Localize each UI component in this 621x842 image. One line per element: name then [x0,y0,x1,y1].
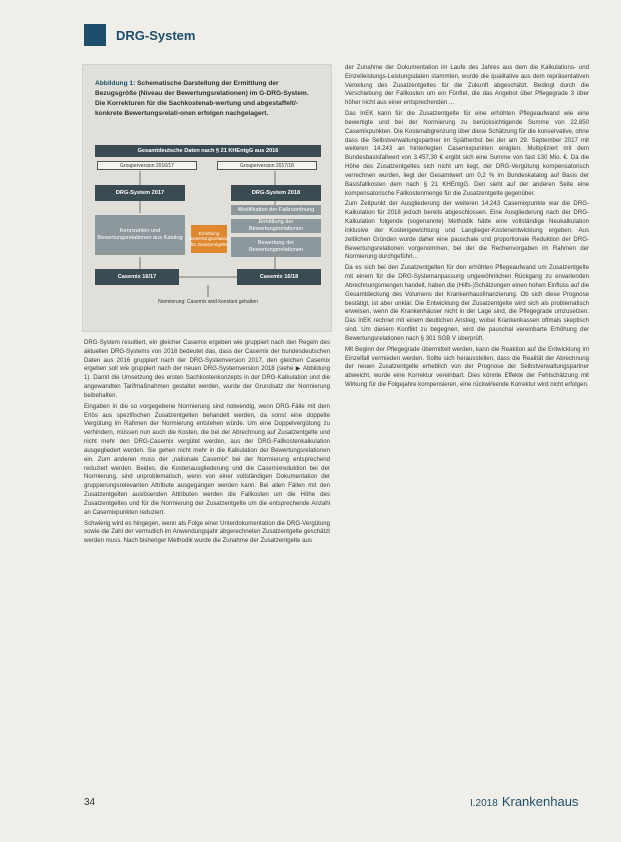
right-text-column [345,64,589,802]
magazine-logo: Krankenhaus [501,794,579,809]
modification-box: Modifikation der Fallzuordnung [231,205,321,215]
normalization-note: Normierung: Casemix wird konstant gehalten [158,299,258,305]
issue-label: I.2018 [470,798,498,809]
zusatzentgelt-box: Ermittlung Bewertungsrelation für Zusatzentgelte [191,225,227,253]
section-title: DRG-System [116,27,196,43]
grouper-left-label: Grouperversion 2016/17 [97,161,197,170]
casemix-right-box: Casemix 16/18 [237,269,321,285]
drg-system-2018-box: DRG-System 2018 [231,185,321,201]
casemix-left-box: Casemix 16/17 [95,269,179,285]
figure-caption-lead: Abbildung 1: [95,80,136,87]
figure-caption-text: Schematische Darstellung der Ermittlung der Bezugsgröße (Niveau der Bewertungsrelationen) im G-DRG-System. Die Korrekturen für die Sachkostenab-wertung und abgestaffelt/-konkrete Bewertungsrelati-onen erfolgen nachgelagert. [95,80,309,117]
footer-brand [470,794,578,809]
figure-box [82,64,332,332]
right-paragraph: der Zunahme der Dokumentation im Laufe des Jahres aus dem die Kalkulations- und Einzelleistungs-Leistungsdaten stammten, wurde die qualitative aus dem repräsentativen Verteilung des Zusatzentgeltes für die Zukunft abgeschätzt. Bedingt durch die Verschiebung der Fallkosten um ein Fünftel, die das Angebot über Pflegegrade 3 über höher nicht aus einer entsprechenden ... [345,64,589,107]
left-metrics-box: Kennzahlen und Bewertungsrelationen aus Katalog [95,215,185,255]
left-text-column [84,339,330,795]
drg-system-2017-box: DRG-System 2017 [95,185,185,201]
right-paragraph: Da es sich bei den Zusatzentgelten für den erhöhten Pflegeaufwand um Zusatzentgelte mit einem für die DRG-Systemanpassung ungewöhnlichen Rückgang zu erwartenden Abrechnungsmengen handelt, haben die (Hilfs-)Schätzungen einen hohen Einfluss auf die Gesamtdeckung des Volumens der Krankenhausfinanzierung. Ob sich diese Prognose bestätigt, ist aber unklar. Die Entwicklung der Zusatzentgelte wird sich als problematisch erweisen, wenn die Krankenhäuser nicht in der Lage sind, die Pflegegrade umzusetzen. Das InEK rechnet mit einem deutlichen Anstieg, wobei Krankenkassen oftmals skeptisch sind. Um diesem Konflikt zu begegnen, wird die pauschal vereinbarte Erhöhung der Bewertungsrelationen nach § 301 SGB V überprüft. [345,264,589,342]
right-metrics-box-1: Ermittlung der Bewertungsrelationen [231,219,321,233]
right-paragraph: Mit Beginn der Pflegegrade übermittelt werden, kann die Reaktion auf die Entwicklung im Einzelfall vermieden werden. Sollte sich herausstellen, dass die Realität der Abrechnung der neuen Zusatzentgelte erheblich von der Prognose der Selbstverwaltungspartner abweicht, wurde eine Korrektur vereinbart. Dies könnte Effekte der Fehlschätzung mit Wirkung für die Folgejahre kompensieren, eine rückwirkende Korrektur wird nicht erfolgen. [345,345,589,388]
left-paragraph: DRG-System resultiert, ein gleicher Casemix ergeben wie gruppiert nach den Regeln des aktuellen DRG-Systems von 2018 bedeutet das, dass der Casemix der bundesdeutschen Daten aus 2016 gruppiert nach der DRG-Systemversion 2017, den gleichen Casemix ergeben soll wie gruppiert nach der neuen DRG-Systemversion 2018 (siehe ▶ Abbildung 1). Damit die Umsetzung des ersten Sachkostenkonzepts in der DRG-Kalkulation und die angewandten Tarifmaßnahmen gestaltet werden, wurde der Grundsatz der Normierung beibehalten. [84,339,330,399]
left-paragraph: Eingaben in die so vorgegebene Normierung sind notwendig, wenn DRG-Fälle mit dem Erlös aus spezifischen Zusatzentgelten behandelt werden, da sonst eine doppelte Vergütung im Rahmen der Normierung entstehen würde. Um eine Doppelvergütung zu verhindern, müssen nun auch die Kosten, die bei der Abrechnung auf Zusatzentgelte und nicht mehr den DRG-Casemix vergütet werden, aus der DRG-Fallkostenkalkulation ausgegliedert werden. Sie gehen nicht mehr in die Kalkulation der Bewertungsrelationen ein. Zum anderen muss der „nationale Casemix“ bei der Normierung entsprechend reduziert werden. Beides, die Kostenausgliederung und die Casemixreduktion bei der Normierung, sind unproblematisch, wenn von einer vollständigen Dokumentation der gruppierungsrelevanten Attribute ausgegangen werden kann. Bei allen Fällen mit den Zusatzentgelten auslösenden Attributen werden die Fallkosten um die Höhe des Zusatzentgeltes und für die Normierung der Zusatzentgelte um die entsprechende Anzahl an Casemixpunkten reduziert. [84,402,330,516]
section-marker-square [84,24,106,46]
right-paragraph: Zum Zeitpunkt der Ausgliederung der weiteren 14.243 Casemixpunkte war die DRG-Kalkulation für 2018 jedoch bereits abgeschlossen. Eine Ausgliederung nach der DRG-Kalkulation folgende (sogenannte) Methodik hätte eine vollständige Neukalkulation inklusive der Kostengewichtung und Langlieger-Kostenentwicklung ergeben. Aus zeitlichen Gründen wurde daher eine pauschale und proportionale Reduktion der DRG-Bewertungsrelationen vorgenommen, bei der die Rechenvorgaben im Rahmen der Normierung durchgeführt... [345,200,589,261]
grouper-right-label: Grouperversion 2017/18 [217,161,317,170]
diagram [95,145,321,325]
right-paragraph: Das InEK kann für die Zusatzentgelte für eine erhöhten Pflegeaufwand wie eine bewertigte und bei der Normierung zu berücksichtigende Summe von 22.850 Casemixpunkten. Die Kostenabgrenzung über diese Schätzung für die konservative, ohne dass die Selbstverwaltungspartner im Spätherbst bei der am 29. September 2017 mit weiteren 14.243 an hinterlegten Casemixpunkten einigten. Multipliziert mit dem Bundesbasisfallwert von 3.457,30 € ergibt sich eine Summe von fast 130 Mio. €. Da die Höhe des Zusatzentgeltes sich nicht um liegt, der DRG-Vergütung kompensatorisch verrechnen wurden, liegt der Gesamtwert um 0,2 % im Bundeskatalog auf Basis der Basisfallkosten dem nach § 21 KHEntgG. Den sieht auf der anderen Seite eine kompensatorische Fallkostenmenge für die Zusatzentgelte gegenüber. [345,110,589,197]
figure-caption [95,79,315,119]
page-number: 34 [84,797,96,808]
section-header [84,24,195,46]
right-metrics-box-2: Bewertung der Bewertungsrelationen [231,237,321,257]
source-data-box: Gesamtdeutsche Daten nach § 21 KHEntgG aus 2016 [95,145,321,157]
left-paragraph: Schwierig wird es hingegen, wenn als Folge einer Unterdokumentation die DRG-Vergütung sowie die Zahl der vermutlich im Anwendungsjahr abgerechneten Zusatzentgelte geschätzt werden muss. Nach bisheriger Methodik wurde die Zunahme der Zusatzentgelte aus [84,519,330,545]
